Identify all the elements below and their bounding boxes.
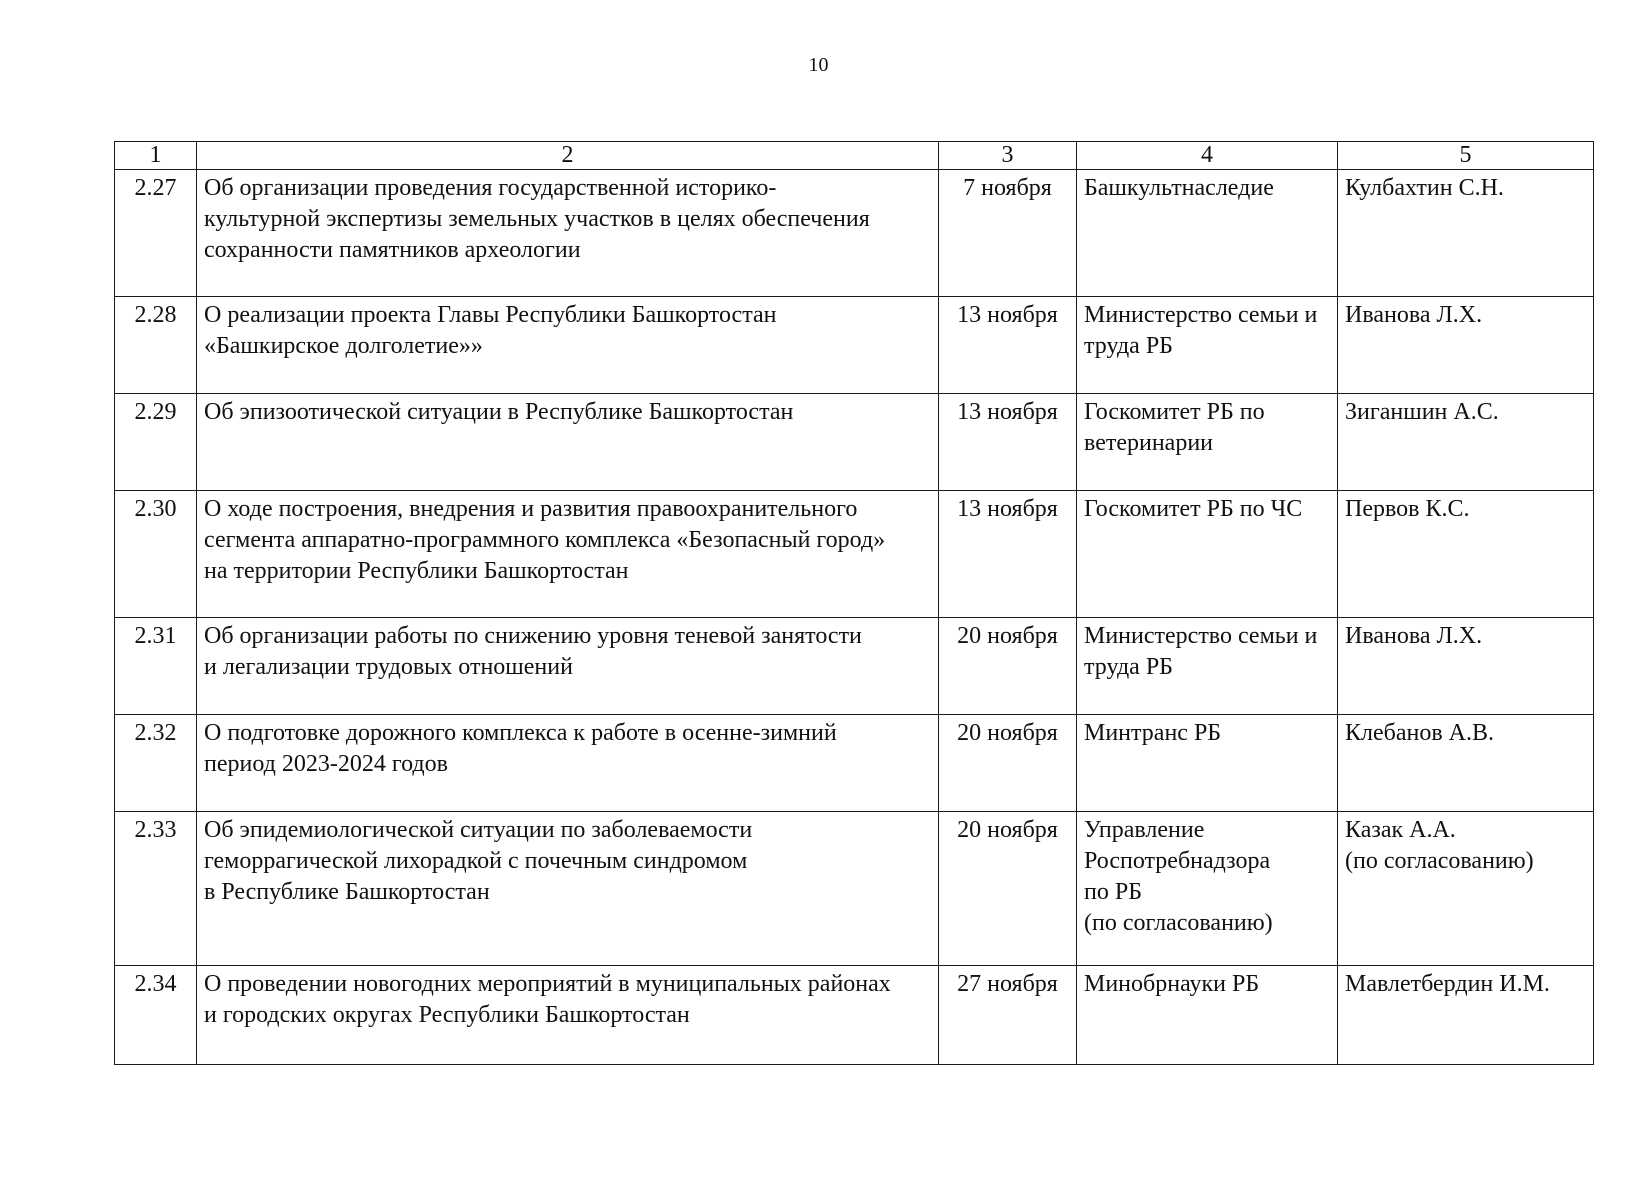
item-number: 2.32 <box>115 715 197 812</box>
item-title: Об организации работы по снижению уровня теневой занятости и легализации трудовых отношений <box>197 618 939 715</box>
column-number-5: 5 <box>1338 142 1594 170</box>
table-row <box>115 966 1594 1065</box>
item-title: Об организации проведения государственной историко- культурной экспертизы земельных участков в целях обеспечения сохранности памятников археологии <box>197 170 939 297</box>
item-responsible: Мавлетбердин И.М. <box>1338 966 1594 1065</box>
item-organization: Министерство семьи и труда РБ <box>1077 297 1338 394</box>
item-responsible: Кулбахтин С.Н. <box>1338 170 1594 297</box>
item-date: 13 ноября <box>939 394 1077 491</box>
column-number-3: 3 <box>939 142 1077 170</box>
page-number: 10 <box>808 54 829 76</box>
table-row <box>115 812 1594 966</box>
item-title: О ходе построения, внедрения и развития правоохранительного сегмента аппаратно-программного комплекса «Безопасный город» на территории Республики Башкортостан <box>197 491 939 618</box>
item-responsible: Зиганшин А.С. <box>1338 394 1594 491</box>
item-date: 7 ноября <box>939 170 1077 297</box>
item-number: 2.30 <box>115 491 197 618</box>
item-date: 20 ноября <box>939 618 1077 715</box>
item-number: 2.28 <box>115 297 197 394</box>
item-title: О реализации проекта Главы Республики Башкортостан «Башкирское долголетие»» <box>197 297 939 394</box>
item-organization: Министерство семьи и труда РБ <box>1077 618 1338 715</box>
item-date: 20 ноября <box>939 715 1077 812</box>
item-title: О проведении новогодних мероприятий в муниципальных районах и городских округах Республики Башкортостан <box>197 966 939 1065</box>
item-date: 27 ноября <box>939 966 1077 1065</box>
table-row <box>115 170 1594 297</box>
item-organization: Госкомитет РБ по ветеринарии <box>1077 394 1338 491</box>
column-number-2: 2 <box>197 142 939 170</box>
item-responsible: Иванова Л.Х. <box>1338 618 1594 715</box>
item-responsible: Казак А.А. (по согласованию) <box>1338 812 1594 966</box>
item-title: Об эпидемиологической ситуации по заболеваемости геморрагической лихорадкой с почечным синдромом в Республике Башкортостан <box>197 812 939 966</box>
item-date: 20 ноября <box>939 812 1077 966</box>
item-number: 2.29 <box>115 394 197 491</box>
item-title: Об эпизоотической ситуации в Республике Башкортостан <box>197 394 939 491</box>
table-row <box>115 715 1594 812</box>
item-organization: Управление Роспотребнадзора по РБ (по согласованию) <box>1077 812 1338 966</box>
events-plan-table <box>114 141 1594 1065</box>
item-responsible: Первов К.С. <box>1338 491 1594 618</box>
table-row <box>115 491 1594 618</box>
item-responsible: Клебанов А.В. <box>1338 715 1594 812</box>
item-organization: Башкультнаследие <box>1077 170 1338 297</box>
table-row <box>115 297 1594 394</box>
item-number: 2.27 <box>115 170 197 297</box>
item-date: 13 ноября <box>939 297 1077 394</box>
item-date: 13 ноября <box>939 491 1077 618</box>
item-title: О подготовке дорожного комплекса к работе в осенне-зимний период 2023-2024 годов <box>197 715 939 812</box>
table-row <box>115 618 1594 715</box>
item-number: 2.31 <box>115 618 197 715</box>
item-organization: Минобрнауки РБ <box>1077 966 1338 1065</box>
item-number: 2.33 <box>115 812 197 966</box>
item-number: 2.34 <box>115 966 197 1065</box>
item-responsible: Иванова Л.Х. <box>1338 297 1594 394</box>
column-number-row <box>115 142 1594 170</box>
item-organization: Госкомитет РБ по ЧС <box>1077 491 1338 618</box>
table-row <box>115 394 1594 491</box>
item-organization: Минтранс РБ <box>1077 715 1338 812</box>
column-number-1: 1 <box>115 142 197 170</box>
column-number-4: 4 <box>1077 142 1338 170</box>
